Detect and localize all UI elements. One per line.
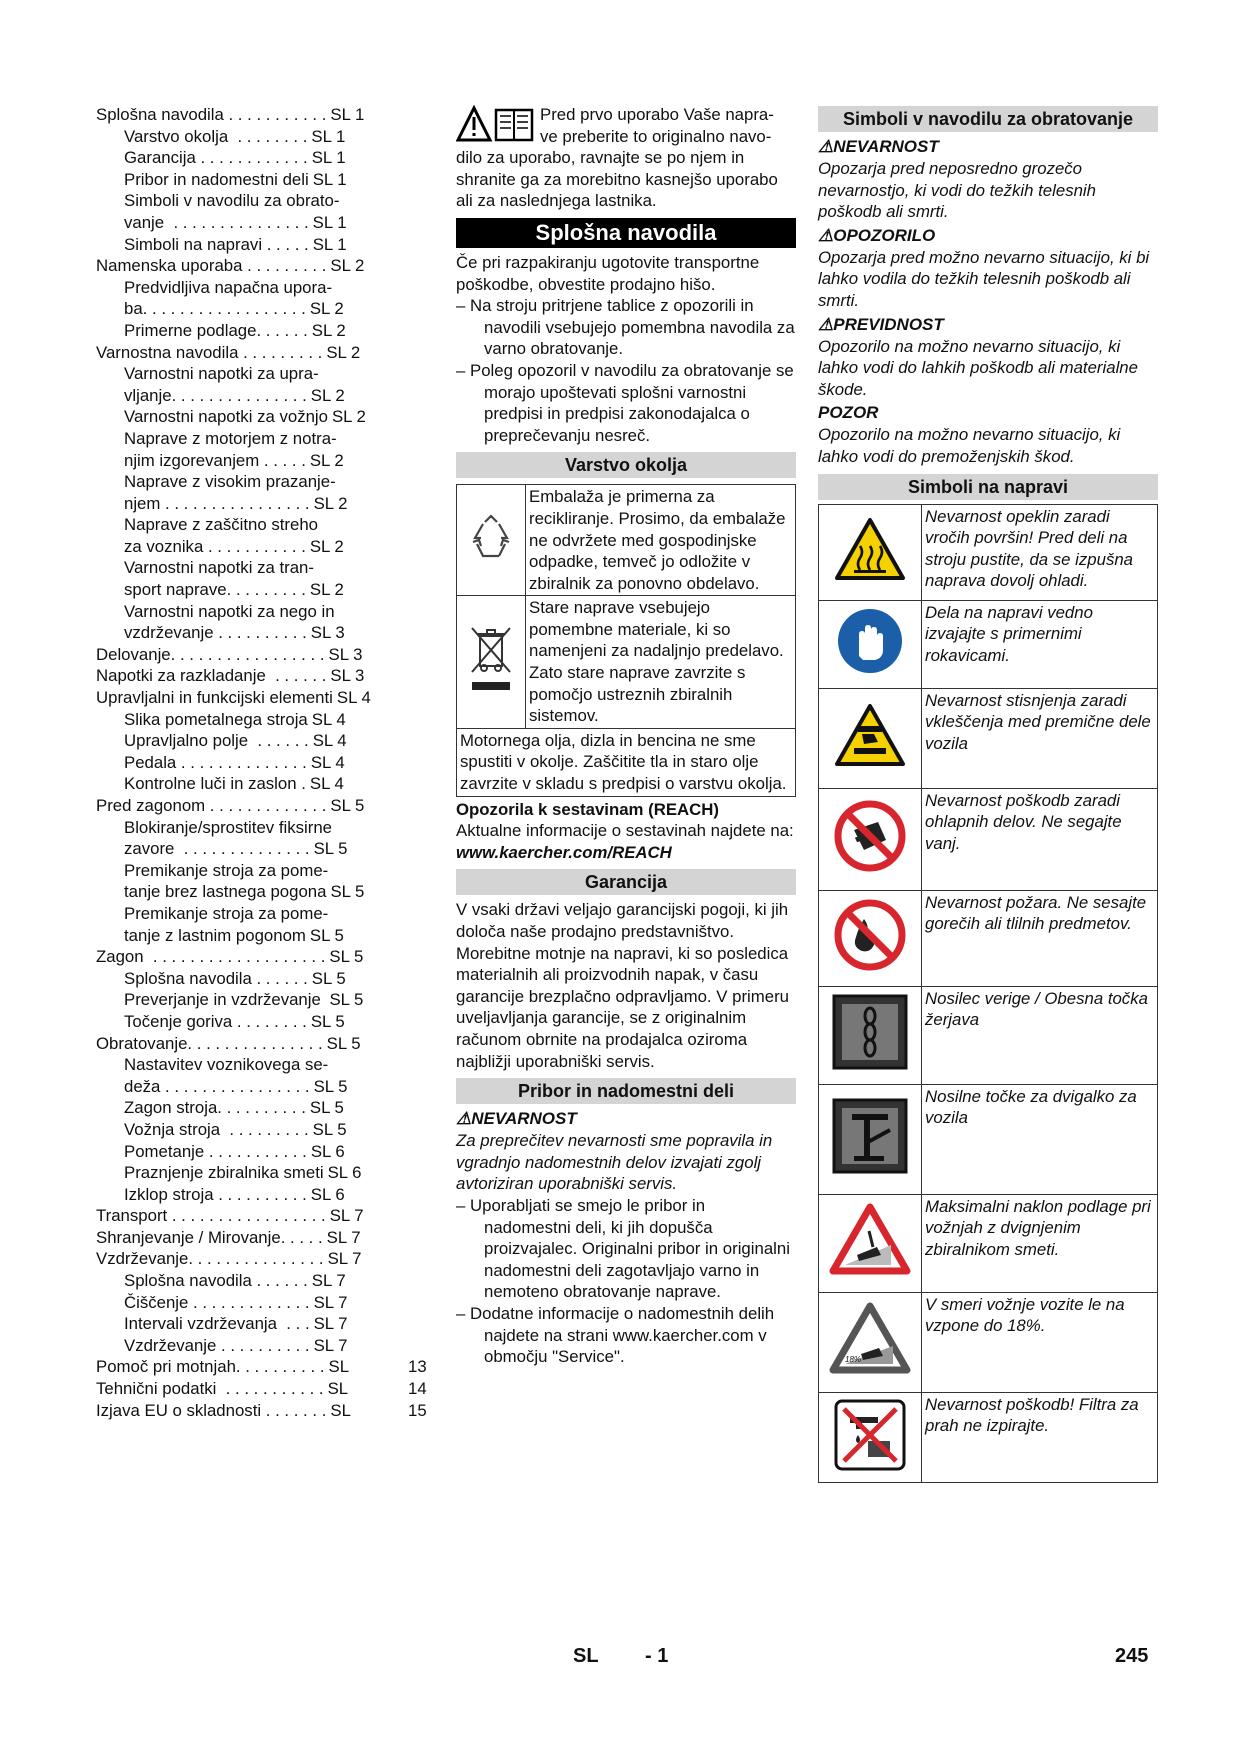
toc-entry[interactable] xyxy=(96,212,421,234)
toc-entry[interactable] xyxy=(96,147,421,169)
toc-entry-title: vanje . . . . . . . . . . . . . . . xyxy=(124,212,309,232)
toc-entry-wrap[interactable]: Naprave z motorjem z notra- xyxy=(124,428,337,448)
no-burning-objects-icon xyxy=(819,890,922,986)
toc-entry-title: Čiščenje . . . . . . . . . . . . . xyxy=(124,1292,310,1312)
toc-entry-page: SL 7 xyxy=(313,1292,348,1312)
accessories-warning-head xyxy=(456,1108,796,1130)
footer-page-total: 245 xyxy=(1115,1645,1149,1667)
symbols-device-title: Simboli na napravi xyxy=(818,474,1158,500)
general-bullet-text: Poleg opozoril v navodilu za obratovanje se morajo upoštevati splošni varnostni predpisi in predpisi zakonodajalca o preprečevanju nesreč. xyxy=(470,360,794,445)
toc-entry[interactable] xyxy=(96,1292,421,1314)
toc-entry-wrap[interactable]: Blokiranje/sprostitev fiksirne xyxy=(124,817,332,837)
toc-entry[interactable] xyxy=(96,730,421,752)
toc-entry-title: zavore . . . . . . . . . . . . . . xyxy=(124,839,310,859)
toc-entry-page: SL 5 xyxy=(329,947,364,967)
toc-entry-title: tanje z lastnim pogonom xyxy=(124,925,306,945)
toc-entry[interactable] xyxy=(96,1205,421,1227)
no-reaching-in-icon xyxy=(819,788,922,890)
jack-point-icon xyxy=(819,1084,922,1194)
general-title: Splošna navodila xyxy=(456,218,796,248)
toc-entry[interactable] xyxy=(96,1335,421,1357)
toc-entry[interactable] xyxy=(96,622,421,644)
toc-entry[interactable] xyxy=(96,126,421,148)
toc-entry[interactable] xyxy=(96,1011,421,1033)
toc-entry-page: SL 6 xyxy=(327,1163,362,1183)
no-washing-filter-icon xyxy=(819,1392,922,1483)
slope-label: 18% xyxy=(845,1355,862,1365)
toc-entry-title: Izklop stroja . . . . . . . . . . xyxy=(124,1184,307,1204)
toc-entry-page-number: 13 xyxy=(408,1357,427,1377)
toc-entry-page: SL xyxy=(328,1357,350,1377)
toc-entry-page: SL 5 xyxy=(309,925,344,945)
toc-entry-page: SL 5 xyxy=(330,796,365,815)
toc-entry-title: Zagon . . . . . . . . . . . . . . . . . . . xyxy=(96,947,326,967)
toc-entry-page: SL 1 xyxy=(312,234,347,254)
toc-entry[interactable] xyxy=(96,1227,421,1249)
toc-entry-page: SL 3 xyxy=(328,644,363,664)
toc-entry-page: SL 1 xyxy=(312,212,347,232)
toc-entry-page: SL 2 xyxy=(326,342,361,362)
toc-entry-page: SL 1 xyxy=(311,148,346,168)
footer-lang: SL xyxy=(573,1645,599,1667)
toc-entry-page: SL 6 xyxy=(310,1184,345,1204)
column-middle xyxy=(456,104,796,1368)
symbol-row-text: Nevarnost poškodb! Filtra za prah ne izpirajte. xyxy=(922,1392,1158,1483)
toc-entry[interactable] xyxy=(96,1162,421,1184)
signal-word-label: NEVARNOST xyxy=(833,137,939,156)
env-row-3-text: Motornega olja, dizla in bencina ne sme spustiti v okolje. Zaščitite tla in staro olje zavrzite v skladu s predpisi o varstvu okolja. xyxy=(457,728,796,796)
accessories-title: Pribor in nadomestni deli xyxy=(456,1078,796,1104)
general-para: Če pri razpakiranju ugotovite transportne poškodbe, obvestite prodajno hišo. xyxy=(456,252,760,294)
toc-entry-page: SL 4 xyxy=(309,774,344,794)
toc-entry-title: sport naprave. . . . . . . . . xyxy=(124,580,306,600)
toc-entry[interactable] xyxy=(96,1076,421,1098)
warranty-text: V vsaki državi veljajo garancijski pogoji, ki jih določa naše prodajno predstavništvo. Morebitne motnje na napravi, ki so posledica materialnih ali proizvodnih napak, v času garancije brezplačno odpravljamo. V primeru uveljavljanja garancije, se z originalnim računom obrnite na prodajalca oziroma najbližji uporabniški servis. xyxy=(456,900,789,1071)
toc-entry-title: Splošna navodila . . . . . . xyxy=(124,968,308,988)
toc-entry[interactable] xyxy=(96,493,421,515)
toc-entry-page: SL 7 xyxy=(313,1335,348,1355)
intro-block xyxy=(456,104,796,212)
toc-entry-wrap[interactable]: Naprave z visokim prazanje- xyxy=(124,472,336,492)
accessories-warning-label: NEVARNOST xyxy=(471,1109,577,1129)
symbols-manual-list xyxy=(818,136,1158,468)
toc-entry-page: SL 2 xyxy=(313,493,348,513)
toc-entry-title: Pedala . . . . . . . . . . . . . . xyxy=(124,752,307,772)
toc-entry[interactable] xyxy=(96,752,421,774)
environment-table xyxy=(456,484,796,796)
symbols-manual-title: Simboli v navodilu za obratovanje xyxy=(818,106,1158,132)
toc-entry-page: SL 1 xyxy=(311,126,346,146)
toc-entry-title: Napotki za razkladanje . . . . . . xyxy=(96,666,327,686)
toc-entry[interactable] xyxy=(96,342,421,364)
general-bullet: – Poleg opozoril v navodilu za obratovanje se morajo upoštevati splošni varnostni predpisi in predpisi zakonodajalca o preprečevanju nesreč. xyxy=(456,360,796,446)
toc-entry[interactable] xyxy=(96,1378,427,1400)
toc-entry-title: vljanje. . . . . . . . . . . . . . . xyxy=(124,385,307,405)
signal-word-text: Opozorilo na možno nevarno situacijo, ki lahko vodi do premoženjskih škod. xyxy=(818,425,1121,466)
accessories-bullet-text: Dodatne informacije o nadomestnih delih najdete na strani www.kaercher.com v območju "Service". xyxy=(470,1303,775,1367)
toc-entry-title: Pomoč pri motnjah. . . . . . . . . . xyxy=(96,1357,325,1377)
toc-entry-page: SL 1 xyxy=(312,169,347,189)
toc-entry-wrap[interactable]: Premikanje stroja za pome- xyxy=(124,903,329,923)
general-bullet-text: Na stroju pritrjene tablice z opozorili in navodili vsebujejo pomembna navodila za varno obratovanje. xyxy=(470,296,795,359)
toc-entry-title: Praznjenje zbiralnika smeti xyxy=(124,1163,324,1183)
recycling-icon xyxy=(457,485,526,596)
toc-entry-page: SL xyxy=(330,1400,351,1420)
toc-entry-title: Varnostni napotki za vožnjo xyxy=(124,407,328,427)
symbol-row-text: Maksimalni naklon podlage pri vožnjah z dvignjenim zbiralnikom smeti. xyxy=(922,1194,1158,1292)
toc-entry-page: SL 3 xyxy=(330,666,365,686)
toc-entry-title: Shranjevanje / Mirovanje. . . . . xyxy=(96,1227,323,1247)
toc-entry-page: SL 4 xyxy=(336,688,371,708)
toc-entry[interactable] xyxy=(96,1270,421,1292)
toc-entry-title: Tehnični podatki . . . . . . . . . . . xyxy=(96,1379,324,1399)
toc-entry-title: Pred zagonom . . . . . . . . . . . . . xyxy=(96,796,327,815)
toc-entry[interactable] xyxy=(96,406,421,428)
toc-entry-title: Preverjanje in vzdrževanje xyxy=(124,990,326,1010)
toc-entry-page: SL 7 xyxy=(329,1206,364,1226)
toc-entry[interactable] xyxy=(96,989,421,1011)
toc-entry-title: ba. . . . . . . . . . . . . . . . . . xyxy=(124,299,306,319)
toc-entry-page-number: 14 xyxy=(408,1379,427,1399)
max-slope-raised-icon xyxy=(819,1194,922,1292)
toc-entry-title: Vzdrževanje . . . . . . . . . . xyxy=(124,1335,310,1355)
toc-entry[interactable] xyxy=(96,1097,421,1119)
toc-entry[interactable] xyxy=(96,450,421,472)
warning-triangle-icon: ⚠ xyxy=(818,225,834,245)
toc-entry-page: SL 5 xyxy=(309,1098,344,1118)
toc-entry-title: Kontrolne luči in zaslon . xyxy=(124,774,306,794)
symbol-row-text: Nevarnost požara. Ne sesajte gorečih ali tlilnih predmetov. xyxy=(922,890,1158,986)
toc-entry[interactable] xyxy=(96,838,421,860)
toc-entry-title: Pribor in nadomestni deli xyxy=(124,169,309,189)
toc-entry-wrap[interactable]: Varnostni napotki za nego in xyxy=(124,601,335,621)
toc-entry-page: SL 1 xyxy=(330,105,365,124)
signal-word-label: OPOZORILO xyxy=(833,225,936,245)
toc-entry-page: SL 7 xyxy=(326,1227,361,1247)
intro-icons xyxy=(456,104,536,144)
symbols-device-table xyxy=(818,504,1158,1484)
toc-entry-page: SL 2 xyxy=(311,320,346,340)
toc-entry[interactable] xyxy=(96,320,421,342)
signal-word-label: PREVIDNOST xyxy=(833,314,944,334)
toc-entry-title: njem . . . . . . . . . . . . . . . . xyxy=(124,493,310,513)
toc-entry[interactable] xyxy=(96,385,421,407)
toc-entry-wrap[interactable]: Naprave z zaščitno streho xyxy=(124,515,319,535)
toc-entry-page: SL 5 xyxy=(310,1011,345,1031)
toc-entry[interactable] xyxy=(96,709,421,731)
toc-entry-page: SL 5 xyxy=(329,990,364,1010)
toc-entry[interactable] xyxy=(96,795,421,817)
toc-entry-page-number: 15 xyxy=(408,1400,427,1420)
toc-entry-wrap[interactable]: Simboli v navodilu za obrato- xyxy=(124,191,340,211)
toc-entry[interactable] xyxy=(96,298,421,320)
symbol-row-text: V smeri vožnje vozite le na vzpone do 18%. xyxy=(922,1292,1158,1392)
toc-entry[interactable] xyxy=(96,968,421,990)
gloves-mandatory-icon xyxy=(819,600,922,688)
environment-title: Varstvo okolja xyxy=(456,452,796,478)
signal-word-text: Opozarja pred neposredno grozečo nevarnostjo, ki vodi do težkih telesnih poškodb ali smrti. xyxy=(818,159,1096,222)
general-bullet: – Na stroju pritrjene tablice z opozorili in navodili vsebujejo pomembna navodila za varno obratovanje. xyxy=(456,296,795,359)
env-row-1-text: Embalaža je primerna za recikliranje. Prosimo, da embalaže ne odvržete med gospodinjske odpadke, temveč jo odložite v zbiralnik za ponovno obdelavo. xyxy=(526,485,796,596)
accessories-bullet: – Dodatne informacije o nadomestnih delih najdete na strani www.kaercher.com v območju "Service". xyxy=(456,1303,796,1368)
accessories-bullet: – Uporabljati se smejo le pribor in nadomestni deli, ki jih dopušča proizvajalec. Originalni pribor in originalni nadomestni deli zagotavljajo varno in nemoteno obratovanje naprave. xyxy=(456,1195,796,1303)
signal-word-label: POZOR xyxy=(818,403,879,423)
toc-entry-title: Simboli na napravi . . . . . xyxy=(124,234,309,254)
toc-entry[interactable] xyxy=(96,255,421,277)
toc-entry-title: Obratovanje. . . . . . . . . . . . . . . xyxy=(96,1033,323,1053)
symbol-row-text: Nevarnost stisnjenja zaradi vkleščenja med premične dele vozila xyxy=(922,688,1158,788)
toc-entry-title: Intervali vzdrževanja . . . xyxy=(124,1314,310,1334)
signal-word-head xyxy=(818,136,1158,158)
toc-entry[interactable] xyxy=(96,773,421,795)
table-of-contents xyxy=(96,104,427,1421)
toc-entry-page: SL 3 xyxy=(310,623,345,643)
toc-entry[interactable] xyxy=(96,665,421,687)
intro-text: dilo za uporabo, ravnajte se po njem in shranite ga za morebitno kasnejšo uporabo ali za naslednjega lastnika. xyxy=(456,148,778,211)
toc-entry-page: SL 5 xyxy=(326,1033,361,1053)
toc-entry[interactable] xyxy=(96,104,421,126)
toc-entry-page: SL 2 xyxy=(331,407,366,427)
toc-entry-page: SL 7 xyxy=(327,1249,362,1269)
toc-entry[interactable] xyxy=(96,946,421,968)
toc-entry[interactable] xyxy=(96,644,421,666)
intro-line-1: Pred prvo uporabo Vaše napra- xyxy=(540,105,774,124)
signal-word-head xyxy=(818,225,1158,247)
toc-entry-wrap[interactable]: Premikanje stroja za pome- xyxy=(124,860,329,880)
toc-entry-title: Namenska uporaba . . . . . . . . . xyxy=(96,256,327,276)
toc-entry[interactable] xyxy=(96,1356,427,1378)
hot-surface-warning-icon xyxy=(819,504,922,600)
symbol-row-text: Nosilne točke za dvigalko za vozila xyxy=(922,1084,1158,1194)
toc-entry-page: SL 2 xyxy=(309,536,344,556)
signal-word-text: Opozorilo na možno nevarno situacijo, ki lahko vodi do lahkih poškodb ali materialne škode. xyxy=(818,336,1138,399)
toc-entry-title: Delovanje. . . . . . . . . . . . . . . . . xyxy=(96,644,325,664)
toc-entry[interactable] xyxy=(96,1313,421,1335)
toc-entry-title: Točenje goriva . . . . . . . . xyxy=(124,1011,307,1031)
warning-triangle-icon: ⚠ xyxy=(818,137,834,156)
toc-entry-page: SL 2 xyxy=(310,385,345,405)
toc-entry-title: Izjava EU o skladnosti . . . . . . . xyxy=(96,1400,327,1420)
toc-entry[interactable] xyxy=(96,1033,421,1055)
signal-word-text: Opozarja pred možno nevarno situacijo, ki bi lahko vodila do težkih telesnih poškodb ali smrti. xyxy=(818,247,1150,310)
toc-entry[interactable] xyxy=(96,1141,421,1163)
toc-entry-page: SL 6 xyxy=(310,1141,345,1161)
toc-entry-title: Upravljalni in funkcijski elementi xyxy=(96,688,333,708)
toc-entry-title: Transport . . . . . . . . . . . . . . . . . xyxy=(96,1206,326,1226)
toc-entry-page: SL 7 xyxy=(311,1271,346,1291)
intro-line-2: ve preberite to originalno navo- xyxy=(540,126,772,146)
toc-entry-title: njim izgorevanjem . . . . . xyxy=(124,450,306,470)
toc-entry-title: Pometanje . . . . . . . . . . . xyxy=(124,1141,307,1161)
toc-entry[interactable] xyxy=(96,925,421,947)
toc-entry-page: SL 4 xyxy=(310,752,345,772)
column-right xyxy=(818,106,1158,1483)
toc-entry-page: SL 5 xyxy=(330,882,365,902)
toc-entry[interactable] xyxy=(96,1119,421,1141)
toc-entry-page: SL 7 xyxy=(313,1314,348,1334)
toc-entry-title: Varstvo okolja . . . . . . . . xyxy=(124,126,308,146)
toc-entry[interactable] xyxy=(96,881,421,903)
toc-entry-wrap[interactable]: Varnostni napotki za upra- xyxy=(124,364,319,384)
symbol-row-text: Dela na napravi vedno izvajajte s primernimi rokavicami. xyxy=(922,600,1158,688)
toc-entry-title: Splošna navodila . . . . . . . . . . . xyxy=(96,105,327,124)
toc-entry-title: Vzdrževanje. . . . . . . . . . . . . . . xyxy=(96,1249,324,1269)
toc-entry-page: SL 2 xyxy=(309,580,344,600)
crossed-bin-icon xyxy=(457,596,526,729)
accessories-warning-text: Za preprečitev nevarnosti sme popravila in vgradnjo nadomestnih delov izvajati zgolj avtoriziran uporabniški servis. xyxy=(456,1131,773,1194)
footer-page-local: - 1 xyxy=(645,1645,669,1667)
reach-title: Opozorila k sestavinam (REACH) xyxy=(456,799,719,819)
symbol-row-text: Nosilec verige / Obesna točka žerjava xyxy=(922,986,1158,1084)
toc-entry-title: deža . . . . . . . . . . . . . . . . xyxy=(124,1076,310,1096)
toc-entry-page: SL 5 xyxy=(312,1119,347,1139)
signal-word-head xyxy=(818,402,1158,424)
reach-link[interactable]: www.kaercher.com/REACH xyxy=(456,842,672,862)
toc-entry-title: Vožnja stroja . . . . . . . . . xyxy=(124,1119,309,1139)
warranty-title: Garancija xyxy=(456,869,796,895)
toc-entry-wrap[interactable]: Varnostni napotki za tran- xyxy=(124,558,314,578)
chain-hook-icon xyxy=(819,986,922,1084)
env-row-2-text: Stare naprave vsebujejo pomembne materiale, ki so namenjeni za nadaljnjo predelavo. Zato stare naprave zavrzite s pomočjo ustreznih zbiralnih sistemov. xyxy=(526,596,796,729)
toc-entry-wrap[interactable]: Nastavitev voznikovega se- xyxy=(124,1055,329,1075)
toc-entry-page: SL xyxy=(327,1379,349,1399)
toc-entry-title: vzdrževanje . . . . . . . . . . xyxy=(124,623,307,643)
toc-entry-page: SL 5 xyxy=(311,968,346,988)
toc-entry[interactable] xyxy=(96,1184,421,1206)
toc-entry-title: Splošna navodila . . . . . . xyxy=(124,1271,308,1291)
toc-entry[interactable] xyxy=(96,1248,421,1270)
toc-entry[interactable] xyxy=(96,536,421,558)
crush-hazard-warning-icon xyxy=(819,688,922,788)
toc-entry[interactable] xyxy=(96,234,421,256)
toc-entry-title: Upravljalno polje . . . . . . xyxy=(124,731,309,751)
signal-word-head xyxy=(818,314,1158,336)
toc-entry-title: tanje brez lastnega pogona xyxy=(124,882,327,902)
toc-entry-title: Primerne podlage. . . . . . xyxy=(124,320,308,340)
toc-entry[interactable] xyxy=(96,579,421,601)
reach-text: Aktualne informacije o sestavinah najdete na: xyxy=(456,821,794,841)
read-manual-warning-icon xyxy=(456,104,536,144)
toc-entry-title: Slika pometalnega stroja xyxy=(124,709,308,729)
toc-entry-page: SL 2 xyxy=(330,256,365,276)
toc-entry[interactable] xyxy=(96,1400,427,1422)
accessories-bullet-text: Uporabljati se smejo le pribor in nadomestni deli, ki jih dopušča proizvajalec. Originalni pribor in originalni nadomestni deli zagotavljajo varno in nemoteno obratovanje naprave. xyxy=(470,1195,790,1302)
toc-entry-title: Zagon stroja. . . . . . . . . . xyxy=(124,1098,306,1118)
toc-entry[interactable] xyxy=(96,687,421,709)
toc-entry-wrap[interactable]: Predvidljiva napačna upora- xyxy=(124,277,333,297)
toc-entry-page: SL 5 xyxy=(313,839,348,859)
toc-entry[interactable] xyxy=(96,169,421,191)
toc-entry-page: SL 2 xyxy=(309,450,344,470)
toc-entry-title: Varnostna navodila . . . . . . . . . xyxy=(96,342,323,362)
toc-entry-page: SL 5 xyxy=(313,1076,348,1096)
warning-triangle-icon: ⚠ xyxy=(456,1109,472,1129)
symbol-row-text: Nevarnost opeklin zaradi vročih površin! Pred deli na stroju pustite, da se izpušna naprava dovolj ohladi. xyxy=(922,504,1158,600)
toc-entry-page: SL 4 xyxy=(311,709,346,729)
warning-triangle-icon: ⚠ xyxy=(818,314,834,334)
symbol-row-text: Nevarnost poškodb zaradi ohlapnih delov. Ne segajte vanj. xyxy=(922,788,1158,890)
toc-entry-page: SL 2 xyxy=(309,299,344,319)
toc-entry-page: SL 4 xyxy=(312,731,347,751)
toc-entry-title: za voznika . . . . . . . . . . . xyxy=(124,536,306,556)
slope-18-icon xyxy=(819,1292,922,1392)
toc-entry-title: Garancija . . . . . . . . . . . . xyxy=(124,148,308,168)
